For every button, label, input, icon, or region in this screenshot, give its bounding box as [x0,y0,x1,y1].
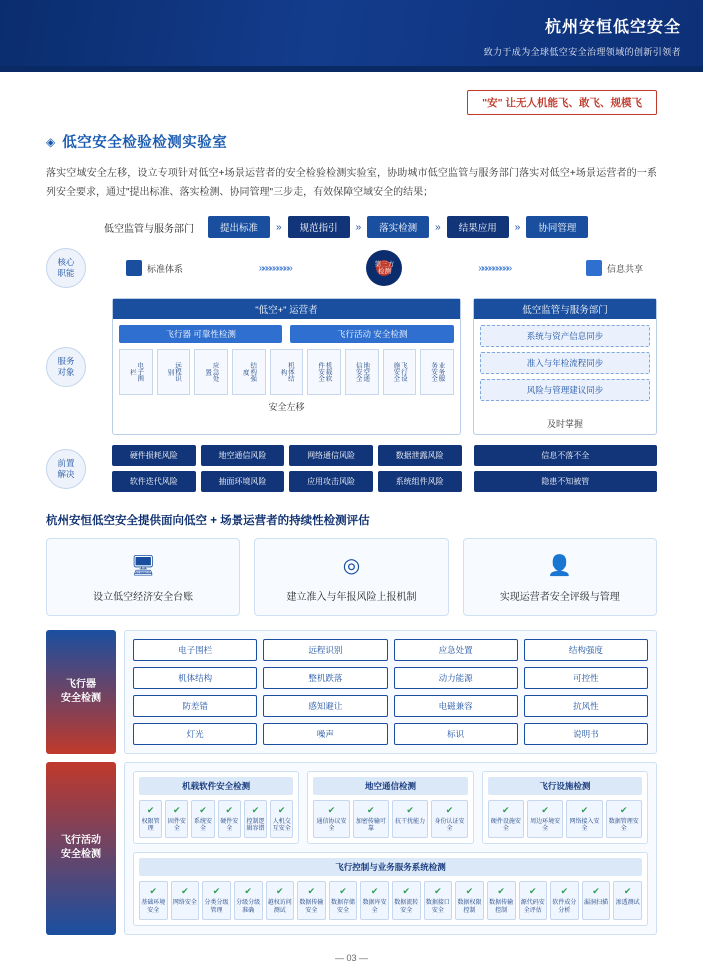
check-icon: ✔ [367,805,375,815]
chip-label: 身份认证安全 [434,819,465,833]
chip-label: 数据管理安全 [608,819,639,833]
row-label-risks: 前置 解决 [46,449,86,489]
aircraft-item: 灯光 [133,723,257,745]
core-right-label: 信息共享 [606,263,643,274]
operator-panel-head: "低空+" 运营者 [113,299,460,319]
check-icon: ✔ [497,886,505,897]
matrix-row-activity [46,762,657,935]
check-icon: ✔ [445,805,454,815]
matrix-body-aircraft [124,630,657,754]
check-icon: ✔ [251,805,260,815]
check-icon: ✔ [244,886,252,897]
check-icon: ✔ [623,886,632,897]
operator-cell: 机体结构 [270,349,304,395]
risk-item: 数据泄露风险 [378,445,462,466]
capability-card-label: 实现运营者安全评级与管理 [499,592,620,603]
gov-item: 准入与年检流程同步 [480,352,650,374]
chip-label: 基础环境安全 [141,900,166,914]
matrix-body-activity [124,762,657,935]
chip-label: 数据接口安全 [425,900,450,914]
matrix-label-activity: 飞行活动 安全检测 [46,762,116,935]
check-icon: ✔ [406,805,414,815]
risk-item: 软件迭代风险 [112,471,196,492]
aircraft-item: 说明书 [524,723,648,745]
risk-row [112,445,657,492]
detection-matrix [46,630,657,935]
operator-cell: 业务服务安全 [420,349,454,395]
subpanel-onboard-software [133,771,299,844]
aircraft-item: 结构强度 [524,639,648,661]
subpanel-flight-control-system [133,852,648,925]
chip-label: 控制逻辑容错 [246,819,265,833]
flow-step-4: 结果应用 [447,216,509,238]
result-grid [474,445,657,492]
gov-item: 系统与资产信息同步 [480,325,650,347]
page-header [0,0,703,72]
check-chip [392,881,421,919]
check-chip [613,881,642,919]
aircraft-item: 噪声 [263,723,387,745]
check-icon: ✔ [277,805,286,815]
subpanel-title: 地空通信检测 [313,777,467,795]
subpanel-title: 机载软件安全检测 [139,777,293,795]
check-icon: ✔ [225,805,234,815]
service-panels [112,298,657,435]
result-grid-wrap [474,445,657,492]
check-chip [424,881,453,919]
chip-label: 系统安全 [194,819,213,833]
third-party-test-badge: 第三方 检测 [366,250,402,286]
core-left-label: 标准体系 [147,263,184,274]
operator-caption: 安全左移 [268,402,305,412]
activity-subpanels [133,771,648,844]
aircraft-item: 电子围栏 [133,639,257,661]
chevron-flow-right-icon: »»»»»»»»» [478,262,511,274]
check-chip [566,800,602,838]
chip-label: 数据传输安全 [299,900,324,914]
capability-card [463,538,657,616]
check-chip [139,800,162,838]
subpanel-chips [139,881,642,919]
check-icon: ✔ [541,805,549,815]
capability-card-label: 设立低空经济安全台账 [93,592,194,603]
risk-item: 硬件损耗风险 [112,445,196,466]
header-title: 杭州安恒低空安全 [544,19,681,36]
operator-cell: 电子围栏 [119,349,153,395]
check-chip [519,881,548,919]
diagram-flow-header [104,216,657,238]
header-subtitle: 致力于成为全球低空安全治理领域的创新引领者 [483,47,681,57]
chip-label: 通信协议安全 [316,819,347,833]
check-icon: ✔ [212,886,221,897]
check-icon: ✔ [502,805,510,815]
aircraft-item: 防差错 [133,695,257,717]
check-chip [392,800,428,838]
flow-step-5: 协同管理 [526,216,588,238]
check-icon: ✔ [529,886,537,897]
row-label-service: 服务 对象 [46,347,86,387]
chip-label: 网络接入安全 [569,819,600,833]
flow-step-2: 规范指引 [288,216,350,238]
check-icon: ✔ [592,886,600,897]
check-icon: ✔ [339,886,347,897]
chip-label: 漏洞扫描 [584,900,609,907]
chip-label: 数据传输控制 [489,900,514,914]
gov-panel-head: 低空监管与服务部门 [474,299,656,319]
check-chip [527,800,563,838]
dept-label: 低空监管与服务部门 [104,223,194,235]
section1-lead: 落实空域安全左移，设立专项针对低空+场景运营者的安全检验检测实验室，协助城市低空监管与服务部门落实对低空+场景运营者的一系列安全要求，通过"提出标准、落实检测、协同管理"三步走，有效保障空域安全的结果； [46,168,657,198]
check-chip [218,800,241,838]
subpanel-title: 飞行控制与业务服务系统检测 [139,858,642,876]
operator-cell: 飞行设施安全 [383,349,417,395]
subpanel-flight-facility [482,771,648,844]
check-chip [488,800,524,838]
check-chip [266,881,295,919]
aircraft-item: 电磁兼容 [394,695,518,717]
section2-title: 杭州安恒低空安全提供面向低空 + 场景运营者的持续性检测评估 [46,515,370,527]
chip-label: 周边环境安全 [530,819,561,833]
monitor-icon: 🖥 [130,555,156,577]
chip-label: 硬件设施安全 [490,819,521,833]
chip-label: 人机交互安全 [272,819,291,833]
aircraft-item: 可控性 [524,667,648,689]
chip-label: 数据流转安全 [394,900,419,914]
diagram-row-core [46,248,657,288]
chevron-right-icon: » [514,221,521,233]
operator-panel-body [113,319,460,419]
operator-cell: 机载软件安全 [307,349,341,395]
page-body [0,90,703,963]
aircraft-item: 应急处置 [394,639,518,661]
check-chip [455,881,484,919]
chevron-right-icon: » [276,221,282,233]
check-chip [297,881,326,919]
standard-icon [126,260,142,276]
chip-label: 软件成分分析 [552,900,577,914]
subpanel-chips [488,800,642,838]
gov-items [480,325,650,401]
check-chip [313,800,349,838]
aircraft-item: 标识 [394,723,518,745]
share-icon [586,260,602,276]
check-chip [165,800,188,838]
risk-item: 抽面环境风险 [201,471,285,492]
check-chip [431,800,467,838]
check-icon: ✔ [370,886,379,897]
chip-label: 网络安全 [172,900,197,907]
operator-cell: 应急处置 [194,349,228,395]
check-icon: ✔ [199,805,207,815]
check-icon: ✔ [327,805,336,815]
check-icon: ✔ [434,886,442,897]
diamond-icon: ◈ [46,134,56,149]
check-chip [329,881,358,919]
check-chip [191,800,214,838]
chevron-right-icon: » [355,221,362,233]
diagram-row-risks [46,445,657,492]
operator-subheads [119,325,454,343]
aircraft-item: 动力能源 [394,667,518,689]
gov-panel-body [474,319,656,412]
chip-label: 越权访问测试 [267,900,292,914]
chip-label: 加密传输可靠 [355,819,386,833]
check-icon: ✔ [307,886,316,897]
risk-item: 系统组件风险 [378,471,462,492]
check-chip [550,881,579,919]
people-icon: 👤 [547,555,573,577]
subpanel-title: 飞行设施检测 [488,777,642,795]
flow-step-1: 提出标准 [208,216,270,238]
diagram [46,216,657,492]
operator-sub-right: 飞行活动 安全检测 [290,325,453,343]
flow-step-3: 落实检测 [367,216,429,238]
chevron-right-icon: » [435,221,441,233]
chip-label: 权限管理 [141,819,160,833]
chip-label: 数据库安全 [362,900,387,914]
check-chip [139,881,168,919]
check-chip [234,881,263,919]
check-icon: ✔ [620,805,628,815]
capability-card-label: 建立准入与年报风险上报机制 [286,592,417,603]
subpanel-chips [139,800,293,838]
subpanel-chips [313,800,467,838]
result-item: 隐患不知被管 [474,471,657,492]
aircraft-item: 抗风性 [524,695,648,717]
risk-item: 地空通信风险 [201,445,285,466]
check-chip [270,800,293,838]
chip-label: 源代码安全评估 [520,900,545,914]
result-item: 信息不落不全 [474,445,657,466]
check-chip [244,800,267,838]
row-label-core: 核心 职能 [46,248,86,288]
risk-grid-wrap [112,445,462,492]
check-icon: ✔ [402,886,411,897]
check-chip [582,881,611,919]
operator-cell: 地空通信安全 [345,349,379,395]
risk-item: 应用攻击风险 [289,471,373,492]
check-chip [606,800,642,838]
check-icon: ✔ [173,805,181,815]
matrix-label-aircraft: 飞行器 安全检测 [46,630,116,754]
tagline-badge: "安" 让无人机能飞、敢飞、规模飞 [467,90,657,115]
aircraft-item: 整机跌落 [263,667,387,689]
operator-cell: 远程识别 [157,349,191,395]
chip-label: 分类分级管理 [204,900,229,914]
target-icon: ◎ [342,555,361,577]
chip-label: 渗透测试 [615,900,640,907]
chip-label: 数据权限控制 [457,900,482,914]
check-icon: ✔ [465,886,474,897]
aircraft-items [133,639,648,745]
check-chip [353,800,389,838]
risk-item: 网络通信风险 [289,445,373,466]
operator-panel [112,298,461,435]
check-icon: ✔ [146,805,155,815]
chip-label: 固件安全 [167,819,186,833]
aircraft-item: 机体结构 [133,667,257,689]
check-chip [202,881,231,919]
gov-item: 风险与管理建议同步 [480,379,650,401]
gov-caption: 及时掌握 [546,419,583,429]
capability-cards [46,538,657,616]
operator-cell: 结构强度 [232,349,266,395]
capability-card [254,538,448,616]
section1-title: 低空安全检验检测实验室 [62,135,228,151]
core-flow [112,250,657,286]
chip-label: 硬件安全 [220,819,239,833]
check-icon: ✔ [560,886,569,897]
page-number: — 03 — [334,952,368,963]
section1-title-row [46,131,657,152]
chip-label: 分级分级准确 [236,900,261,914]
check-icon: ✔ [181,886,189,897]
matrix-row-aircraft [46,630,657,754]
diagram-row-service [46,298,657,435]
tagline-row [46,90,657,115]
aircraft-item: 感知避让 [263,695,387,717]
capability-card [46,538,240,616]
gov-panel [473,298,657,435]
check-chip [171,881,200,919]
operator-sub-left: 飞行器 可靠性检测 [119,325,282,343]
chip-label: 数据存储安全 [331,900,356,914]
check-chip [487,881,516,919]
check-icon: ✔ [149,886,158,897]
operator-left-cells [119,349,454,395]
chip-label: 抗干扰能力 [395,819,426,825]
check-chip [360,881,389,919]
header-strip [0,66,703,72]
chevron-flow-left-icon: »»»»»»»»» [258,262,291,274]
risk-grid [112,445,462,492]
check-icon: ✔ [580,805,589,815]
aircraft-item: 远程识别 [263,639,387,661]
subpanel-air-ground-comm [307,771,473,844]
check-icon: ✔ [276,886,284,897]
